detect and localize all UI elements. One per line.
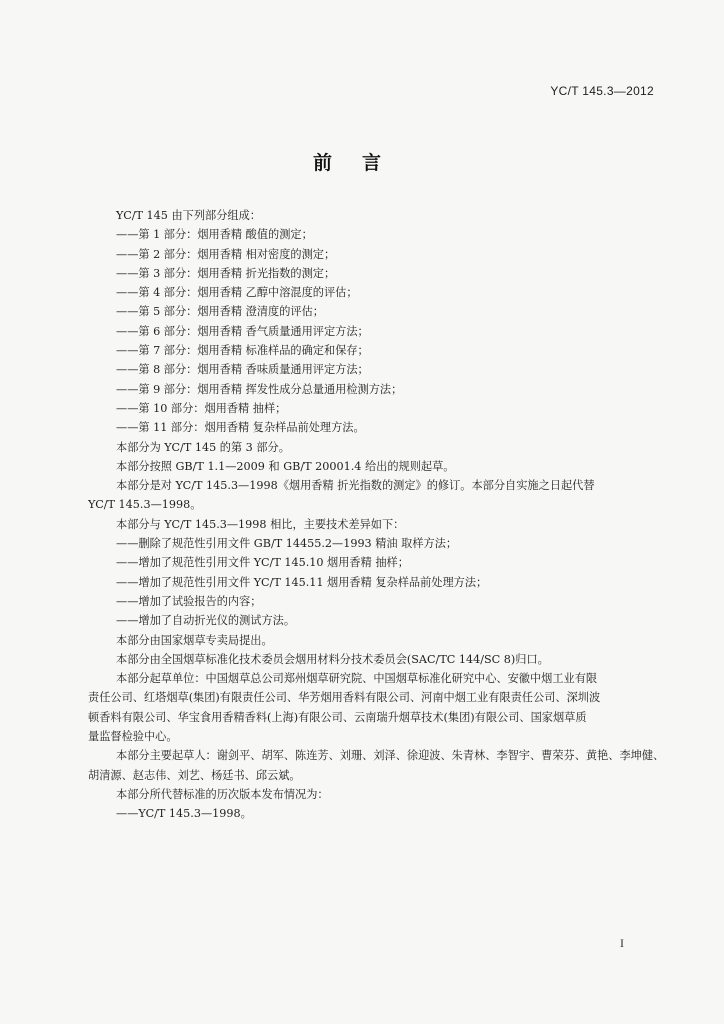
list-item: ——增加了试验报告的内容；	[116, 594, 262, 608]
list-item: ——增加了规范性引用文件 YC/T 145.11 烟用香精 复杂样品前处理方法；	[116, 575, 488, 589]
text-line: 本部分由全国烟草标准化技术委员会烟用材料分技术委员会(SAC/TC 144/SC 8)归口。	[116, 652, 549, 666]
page-number: I	[620, 936, 624, 950]
text-line: YC/T 145 由下列部分组成：	[116, 209, 261, 222]
list-item: ——第 2 部分：烟用香精 相对密度的测定；	[116, 247, 336, 261]
text-line: 本部分是对 YC/T 145.3—1998《烟用香精 折光指数的测定》的修订。本部分自实施之日起代替	[116, 479, 595, 493]
list-item: ——增加了自动折光仪的测试方法。	[116, 614, 296, 628]
text-line: 本部分起草单位：中国烟草总公司郑州烟草研究院、中国烟草标准化研究中心、安徽中烟工业有限	[116, 672, 598, 686]
standard-code: YC/T 145.3—2012	[550, 84, 654, 98]
text-line: 顿香料有限公司、华宝食用香精香料(上海)有限公司、云南瑞升烟草技术(集团)有限公司、国家烟草质	[88, 710, 587, 724]
text-line: 本部分主要起草人：谢剑平、胡军、陈连芳、刘珊、刘泽、徐迎波、朱青林、李智宇、曹荣芬、黄艳、李坤健、	[116, 749, 664, 763]
document-body	[88, 206, 664, 824]
text-line: 量监督检验中心。	[88, 730, 178, 744]
text-line: 本部分为 YC/T 145 的第 3 部分。	[116, 440, 290, 454]
list-item: ——增加了规范性引用文件 YC/T 145.10 烟用香精 抽样；	[116, 556, 409, 570]
list-item: ——第 8 部分：烟用香精 香味质量通用评定方法；	[116, 363, 369, 377]
list-item: ——第 11 部分：烟用香精 复杂样品前处理方法。	[116, 421, 365, 435]
list-item: ——第 7 部分：烟用香精 标准样品的确定和保存；	[116, 344, 369, 358]
text-line: 胡清源、赵志伟、刘艺、杨廷书、邱云斌。	[88, 768, 301, 782]
list-item: ——第 4 部分：烟用香精 乙醇中溶混度的评估；	[116, 286, 358, 300]
page-title: 前言	[312, 152, 411, 174]
text-line: 本部分所代替标准的历次版本发布情况为：	[116, 787, 329, 801]
list-item: ——第 9 部分：烟用香精 挥发性成分总量通用检测方法；	[116, 382, 403, 396]
list-item: ——第 1 部分：烟用香精 酸值的测定；	[116, 228, 313, 242]
text-line: 本部分与 YC/T 145.3—1998 相比，主要技术差异如下：	[116, 517, 405, 531]
text-line: 本部分由国家烟草专卖局提出。	[116, 633, 273, 647]
list-item: ——删除了规范性引用文件 GB/T 14455.2—1993 精油 取样方法；	[116, 537, 458, 551]
text-line: 责任公司、红塔烟草(集团)有限责任公司、华芳烟用香料有限公司、河南中烟工业有限责任公司、深圳波	[88, 691, 601, 705]
list-item: ——第 3 部分：烟用香精 折光指数的测定；	[116, 266, 336, 280]
text-line: YC/T 145.3—1998。	[88, 498, 202, 512]
list-item: ——第 10 部分：烟用香精 抽样；	[116, 401, 287, 415]
text-line: 本部分按照 GB/T 1.1—2009 和 GB/T 20001.4 给出的规则起草。	[116, 459, 455, 473]
list-item: ——第 6 部分：烟用香精 香气质量通用评定方法；	[116, 324, 369, 338]
list-item: ——YC/T 145.3—1998。	[116, 807, 252, 821]
list-item: ——第 5 部分：烟用香精 澄清度的评估；	[116, 305, 324, 319]
